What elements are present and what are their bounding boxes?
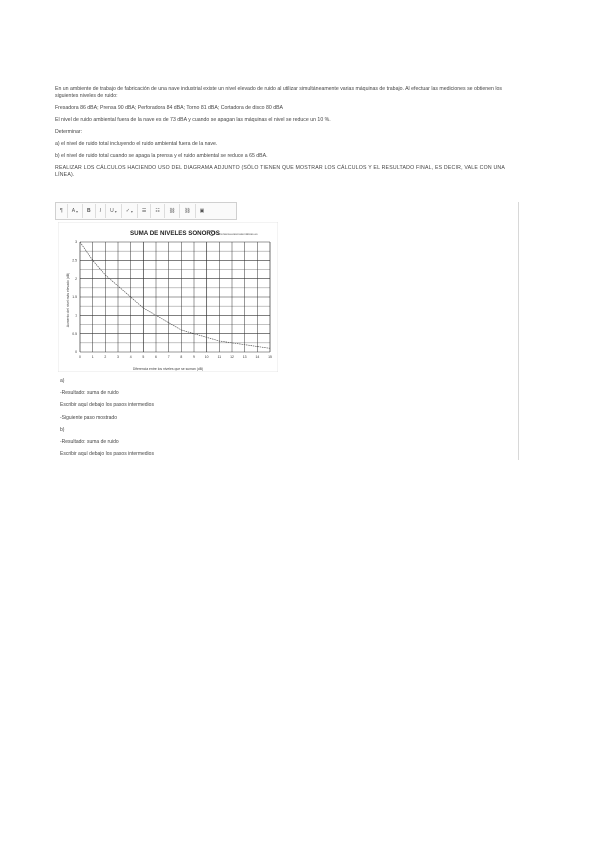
chevron-down-icon: ▾: [130, 208, 133, 214]
color-icon: ✓: [125, 208, 130, 214]
y-tick-label: 1.5: [72, 295, 77, 300]
answer-a-steps[interactable]: Escribir aquí debajo los pasos intermedios: [60, 402, 154, 409]
x-tick-label: 13: [242, 355, 247, 359]
font-icon: A: [71, 208, 76, 214]
x-tick-label: 1: [91, 355, 94, 359]
paragraph-icon: ¶: [60, 208, 63, 214]
y-tick-label: 0: [75, 350, 77, 355]
problem-statement: [55, 86, 525, 184]
x-tick-label: 4: [129, 355, 132, 359]
y-tick-label: 2.5: [72, 258, 77, 263]
italic-icon: I: [99, 208, 102, 214]
numbered-list-button[interactable]: [151, 204, 164, 218]
color-button[interactable]: [122, 204, 138, 218]
answer-b-steps[interactable]: Escribir aquí debajo los pasos intermedios: [60, 451, 154, 458]
x-tick-label: 10: [204, 355, 209, 359]
answer-b-result[interactable]: -Resultado: suma de ruido: [60, 438, 119, 445]
x-tick-label: 3: [117, 355, 119, 359]
problem-determine: Determinar:: [55, 129, 83, 135]
problem-item-a: a) el nivel de ruido total incluyendo el ruido ambiental fuera de la nave.: [55, 141, 218, 147]
answer-b-pre[interactable]: -Siguiente paso mostrado: [60, 414, 117, 421]
answer-b-label: b): [60, 426, 65, 433]
chart-title: SUMA DE NIVELES SONOROS: [130, 230, 220, 237]
x-tick-label: 7: [167, 355, 170, 359]
answer-editor[interactable]: [55, 202, 519, 460]
chevron-down-icon: ▾: [114, 208, 117, 214]
numbered-list-icon: ☷: [155, 208, 160, 214]
problem-item-b: b) el nivel de ruido total cuando se apaga la prensa y el ruido ambiental se reduce a 65 dBA.: [55, 153, 268, 159]
image-icon: ▣: [199, 208, 205, 214]
x-tick-label: 9: [193, 355, 195, 359]
x-tick-label: 2: [104, 355, 107, 359]
y-tick-label: 1: [75, 313, 77, 318]
x-tick-label: 15: [268, 355, 272, 359]
problem-instruction: REALIZAR LOS CÁLCULOS HACIENDO USO DEL DIAGRAMA ADJUNTO (SÓLO TIENEN QUE MOSTRAR LOS CÁLCULOS Y EL RESULTADO FINAL, ES DECIR, VALE CON UNA LÍNEA).: [55, 165, 505, 178]
unlink-icon: ⛓: [184, 208, 191, 214]
italic-button[interactable]: [96, 204, 106, 218]
x-tick-label: 14: [255, 355, 260, 359]
y-tick-label: 2: [75, 276, 77, 281]
bullet-list-icon: ☰: [141, 208, 147, 214]
x-axis-label: Diferencia entre los niveles que se suman (dB): [132, 367, 204, 371]
x-tick-label: 8: [180, 355, 183, 359]
sound-sum-chart: [58, 222, 278, 372]
link-button[interactable]: [165, 204, 180, 218]
image-button[interactable]: [196, 204, 209, 218]
unlink-button[interactable]: [180, 204, 195, 218]
x-tick-label: 6: [155, 355, 157, 359]
problem-measurements: Fresadora 86 dBA; Prensa 90 dBA; Perforadora 84 dBA; Torno 81 dBA; Cortadora de disco 80 dBA: [55, 105, 284, 111]
underline-button[interactable]: [106, 204, 122, 218]
chart-image: [58, 222, 278, 372]
problem-intro: En un ambiente de trabajo de fabricación de una nave industrial existe un nivel elevado de ruido al utilizar simultáneamente varias máquinas de trabajo. Al efectuar las mediciones se obtienen los siguientes niveles de ruido:: [55, 86, 502, 99]
bold-button[interactable]: [83, 204, 96, 218]
answer-area[interactable]: [60, 378, 360, 463]
y-tick-label: 3: [75, 240, 77, 245]
x-tick-label: 0: [79, 355, 81, 359]
chevron-down-icon: ▾: [76, 208, 79, 214]
bold-icon: B: [87, 208, 91, 214]
font-style-button[interactable]: [68, 204, 83, 218]
x-tick-label: 11: [217, 355, 222, 359]
paragraph-button[interactable]: [56, 204, 68, 218]
underline-icon: U: [110, 208, 114, 214]
bullet-list-button[interactable]: [138, 204, 151, 218]
answer-a-label: a): [60, 378, 65, 384]
x-tick-label: 12: [230, 355, 234, 359]
editor-toolbar: [55, 202, 237, 220]
chart-brand: www.lasnuevasmatemáticas.es: [216, 232, 258, 236]
y-axis-label: Aumento del nivel más elevado (dB): [66, 272, 70, 328]
y-tick-label: 0.5: [72, 331, 77, 336]
problem-note: El nivel de ruido ambiental fuera de la nave es de 73 dBA y cuando se apagan las máquinas el nivel se reduce un 10 %.: [55, 117, 331, 123]
x-tick-label: 5: [142, 355, 145, 359]
answer-a-result[interactable]: -Resultado: suma de ruido: [60, 390, 119, 397]
link-icon: ⛓: [168, 208, 176, 214]
